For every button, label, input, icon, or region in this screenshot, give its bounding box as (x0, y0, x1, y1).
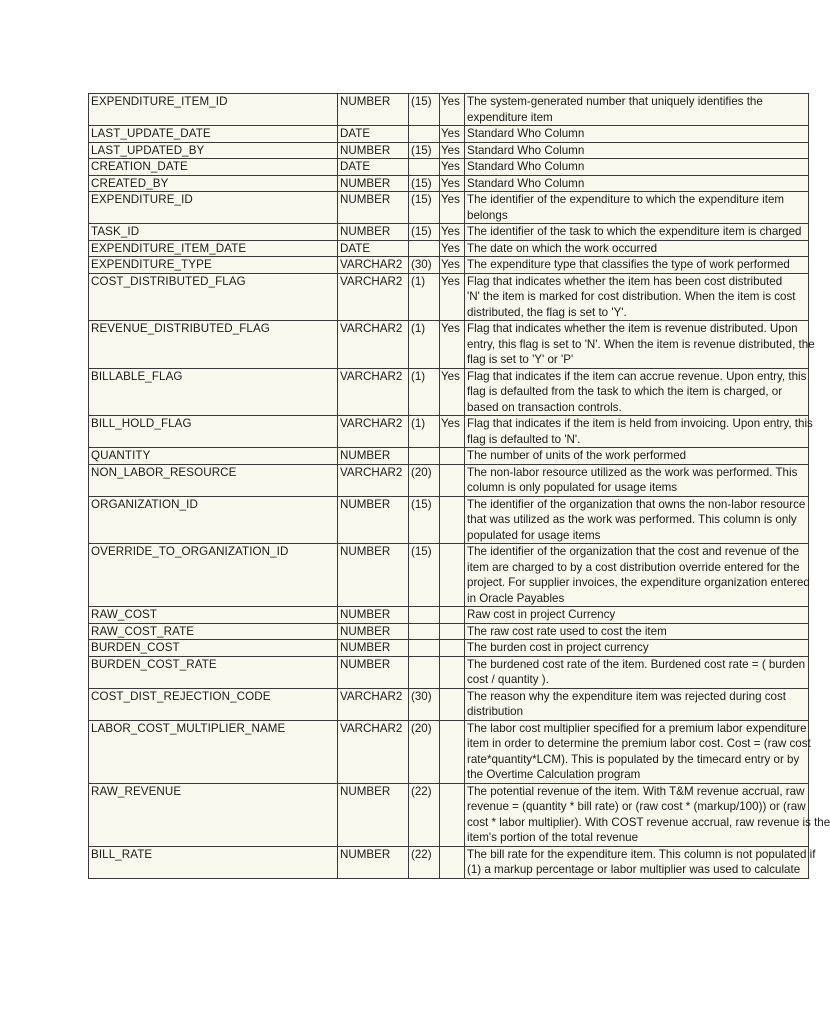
description-cell: Standard Who Column (465, 142, 809, 159)
size-cell: (30) (409, 257, 440, 274)
required-cell (440, 496, 465, 544)
table-row (89, 94, 809, 126)
data-type-cell: VARCHAR2 (338, 416, 409, 448)
required-cell: Yes (440, 273, 465, 321)
table-row (89, 448, 809, 465)
size-cell: (22) (409, 783, 440, 846)
table-row (89, 656, 809, 688)
size-cell: (22) (409, 846, 440, 878)
description-cell: Flag that indicates if the item can accrue revenue. Upon entry, this flag is defaulted from the task to which the item is charged, or based on transaction controls. (465, 368, 809, 416)
data-type-cell: NUMBER (338, 224, 409, 241)
table-row (89, 126, 809, 143)
column-name-cell: EXPENDITURE_ITEM_ID (89, 94, 338, 126)
size-cell: (15) (409, 544, 440, 607)
table-row (89, 175, 809, 192)
size-cell (409, 623, 440, 640)
description-cell: The date on which the work occurred (465, 240, 809, 257)
data-type-cell: NUMBER (338, 656, 409, 688)
table-row (89, 464, 809, 496)
description-cell: The system-generated number that uniquely identifies the expenditure item (465, 94, 809, 126)
data-type-cell: NUMBER (338, 607, 409, 624)
size-cell: (20) (409, 464, 440, 496)
data-type-cell: NUMBER (338, 448, 409, 465)
description-cell: Raw cost in project Currency (465, 607, 809, 624)
required-cell (440, 623, 465, 640)
table-row (89, 720, 809, 783)
data-type-cell: DATE (338, 159, 409, 176)
description-cell: The reason why the expenditure item was rejected during cost distribution (465, 688, 809, 720)
table-row (89, 273, 809, 321)
data-type-cell: NUMBER (338, 175, 409, 192)
data-type-cell: DATE (338, 240, 409, 257)
table-row (89, 607, 809, 624)
table-row (89, 688, 809, 720)
data-type-cell: VARCHAR2 (338, 257, 409, 274)
description-cell: Flag that indicates if the item is held from invoicing. Upon entry, this flag is defaulted to 'N'. (465, 416, 809, 448)
column-name-cell: NON_LABOR_RESOURCE (89, 464, 338, 496)
required-cell: Yes (440, 240, 465, 257)
size-cell (409, 607, 440, 624)
description-cell: The number of units of the work performed (465, 448, 809, 465)
table-row (89, 623, 809, 640)
data-type-cell: VARCHAR2 (338, 464, 409, 496)
size-cell (409, 240, 440, 257)
table-row (89, 224, 809, 241)
column-name-cell: BILL_RATE (89, 846, 338, 878)
column-name-cell: LAST_UPDATE_DATE (89, 126, 338, 143)
column-name-cell: CREATED_BY (89, 175, 338, 192)
column-name-cell: BILLABLE_FLAG (89, 368, 338, 416)
size-cell: (1) (409, 416, 440, 448)
description-cell: The burden cost in project currency (465, 640, 809, 657)
description-cell: The labor cost multiplier specified for a premium labor expenditure item in order to determine the premium labor cost. Cost = (raw cost rate*quantity*LCM). This is populated by the timecard entry or by the Overtime Calculation program (465, 720, 809, 783)
description-cell: The bill rate for the expenditure item. This column is not populated if (1) a markup percentage or labor multiplier was used to calculate (465, 846, 809, 878)
column-name-cell: LABOR_COST_MULTIPLIER_NAME (89, 720, 338, 783)
data-type-cell: VARCHAR2 (338, 368, 409, 416)
description-cell: The identifier of the organization that the cost and revenue of the item are charged to by a cost distribution override entered for the project. For supplier invoices, the expenditure organization entered in Oracle Payables (465, 544, 809, 607)
required-cell: Yes (440, 192, 465, 224)
description-cell: The expenditure type that classifies the type of work performed (465, 257, 809, 274)
required-cell (440, 846, 465, 878)
required-cell: Yes (440, 159, 465, 176)
required-cell (440, 783, 465, 846)
column-name-cell: RAW_COST_RATE (89, 623, 338, 640)
required-cell: Yes (440, 224, 465, 241)
column-name-cell: LAST_UPDATED_BY (89, 142, 338, 159)
column-name-cell: RAW_REVENUE (89, 783, 338, 846)
data-type-cell: NUMBER (338, 192, 409, 224)
required-cell: Yes (440, 257, 465, 274)
column-name-cell: OVERRIDE_TO_ORGANIZATION_ID (89, 544, 338, 607)
table-row (89, 321, 809, 369)
required-cell (440, 464, 465, 496)
description-cell: Standard Who Column (465, 126, 809, 143)
required-cell: Yes (440, 142, 465, 159)
table-row (89, 240, 809, 257)
description-cell: The identifier of the organization that owns the non-labor resource that was utilized as the work was performed. This column is only populated for usage items (465, 496, 809, 544)
size-cell: (1) (409, 321, 440, 369)
table-row (89, 416, 809, 448)
column-name-cell: CREATION_DATE (89, 159, 338, 176)
description-cell: Standard Who Column (465, 159, 809, 176)
size-cell: (15) (409, 224, 440, 241)
data-type-cell: NUMBER (338, 496, 409, 544)
size-cell (409, 126, 440, 143)
required-cell (440, 607, 465, 624)
column-name-cell: BURDEN_COST (89, 640, 338, 657)
size-cell (409, 159, 440, 176)
table-row (89, 159, 809, 176)
size-cell (409, 448, 440, 465)
column-name-cell: EXPENDITURE_ID (89, 192, 338, 224)
column-name-cell: EXPENDITURE_ITEM_DATE (89, 240, 338, 257)
size-cell (409, 640, 440, 657)
data-type-cell: NUMBER (338, 783, 409, 846)
description-cell: Flag that indicates whether the item is revenue distributed. Upon entry, this flag is set to 'N'. When the item is revenue distributed, the flag is set to 'Y' or 'P' (465, 321, 809, 369)
required-cell (440, 720, 465, 783)
data-type-cell: NUMBER (338, 846, 409, 878)
table-row (89, 368, 809, 416)
size-cell: (30) (409, 688, 440, 720)
table-row (89, 496, 809, 544)
required-cell: Yes (440, 368, 465, 416)
column-name-cell: BILL_HOLD_FLAG (89, 416, 338, 448)
size-cell: (15) (409, 94, 440, 126)
size-cell: (15) (409, 142, 440, 159)
required-cell (440, 640, 465, 657)
description-cell: The non-labor resource utilized as the work was performed. This column is only populated for usage items (465, 464, 809, 496)
column-name-cell: ORGANIZATION_ID (89, 496, 338, 544)
size-cell: (15) (409, 192, 440, 224)
required-cell (440, 656, 465, 688)
description-cell: Standard Who Column (465, 175, 809, 192)
required-cell: Yes (440, 321, 465, 369)
data-type-cell: DATE (338, 126, 409, 143)
table-row (89, 544, 809, 607)
required-cell: Yes (440, 126, 465, 143)
size-cell: (20) (409, 720, 440, 783)
data-type-cell: NUMBER (338, 544, 409, 607)
table-row (89, 846, 809, 878)
required-cell (440, 688, 465, 720)
description-cell: Flag that indicates whether the item has been cost distributed 'N' the item is marked for cost distribution. When the item is cost distributed, the flag is set to 'Y'. (465, 273, 809, 321)
description-cell: The burdened cost rate of the item. Burdened cost rate = ( burden cost / quantity ). (465, 656, 809, 688)
table-row (89, 257, 809, 274)
table-row (89, 640, 809, 657)
column-name-cell: COST_DISTRIBUTED_FLAG (89, 273, 338, 321)
data-type-cell: NUMBER (338, 640, 409, 657)
column-name-cell: COST_DIST_REJECTION_CODE (89, 688, 338, 720)
data-type-cell: VARCHAR2 (338, 273, 409, 321)
data-type-cell: NUMBER (338, 142, 409, 159)
table-row (89, 142, 809, 159)
description-cell: The raw cost rate used to cost the item (465, 623, 809, 640)
data-type-cell: NUMBER (338, 623, 409, 640)
data-type-cell: VARCHAR2 (338, 720, 409, 783)
column-name-cell: RAW_COST (89, 607, 338, 624)
required-cell: Yes (440, 94, 465, 126)
size-cell: (15) (409, 496, 440, 544)
required-cell (440, 544, 465, 607)
column-name-cell: BURDEN_COST_RATE (89, 656, 338, 688)
table-body (89, 94, 830, 879)
column-name-cell: TASK_ID (89, 224, 338, 241)
data-type-cell: VARCHAR2 (338, 688, 409, 720)
description-cell: The identifier of the task to which the expenditure item is charged (465, 224, 809, 241)
column-name-cell: REVENUE_DISTRIBUTED_FLAG (89, 321, 338, 369)
description-cell: The potential revenue of the item. With T&M revenue accrual, raw revenue = (quantity * bill rate) or (raw cost * (markup/100)) or (raw cost * labor multiplier). With COST revenue accrual, raw revenue is the item's portion of the total revenue (465, 783, 809, 846)
size-cell: (1) (409, 273, 440, 321)
required-cell (440, 448, 465, 465)
table-row (89, 192, 809, 224)
required-cell: Yes (440, 416, 465, 448)
size-cell: (1) (409, 368, 440, 416)
size-cell (409, 656, 440, 688)
data-type-cell: VARCHAR2 (338, 321, 409, 369)
column-name-cell: QUANTITY (89, 448, 338, 465)
data-type-cell: NUMBER (338, 94, 409, 126)
column-name-cell: EXPENDITURE_TYPE (89, 257, 338, 274)
column-definitions-table (88, 93, 830, 879)
table-row (89, 783, 809, 846)
size-cell: (15) (409, 175, 440, 192)
description-cell: The identifier of the expenditure to which the expenditure item belongs (465, 192, 809, 224)
required-cell: Yes (440, 175, 465, 192)
